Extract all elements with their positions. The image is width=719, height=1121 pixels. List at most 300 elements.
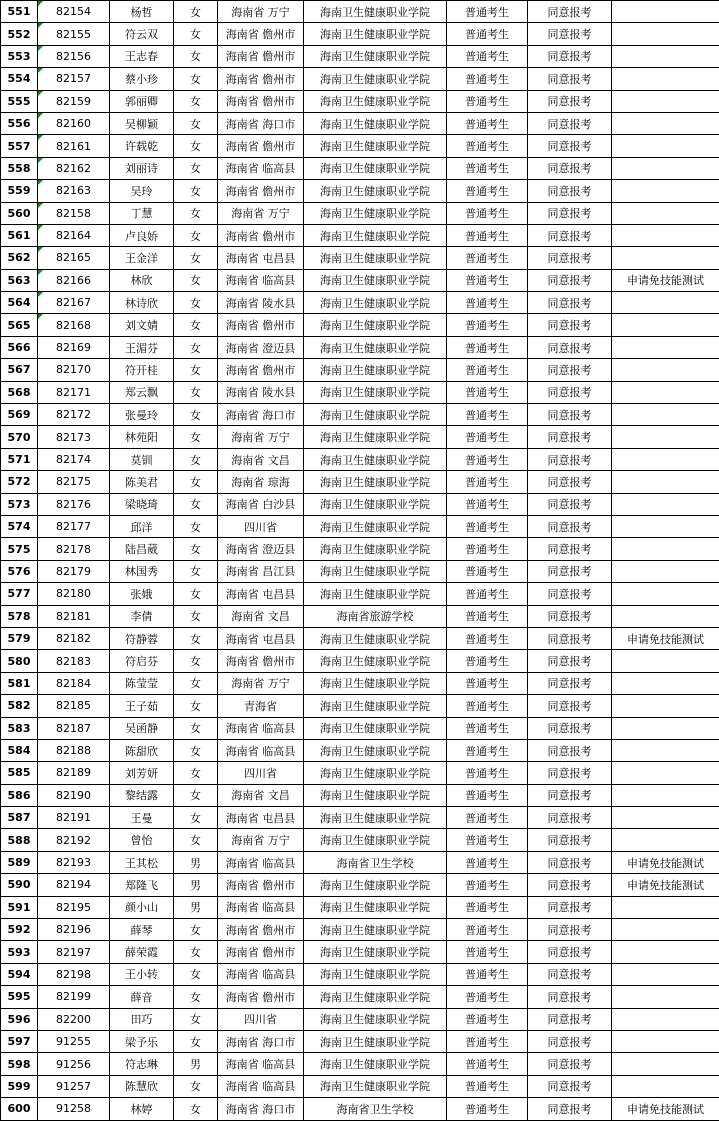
exam-id-cell: 82173: [38, 426, 110, 448]
school-name-cell: 海南卫生健康职业学院: [304, 627, 447, 649]
student-name-cell: 卢良娇: [110, 224, 174, 246]
gender-cell: 女: [174, 493, 218, 515]
school-name-cell: 海南卫生健康职业学院: [304, 45, 447, 67]
student-name-cell: 符静蓉: [110, 627, 174, 649]
gender-cell: 女: [174, 68, 218, 90]
origin-cell: 海南省 儋州市: [218, 45, 304, 67]
student-name-cell: 符启芬: [110, 650, 174, 672]
application-status-cell: 同意报考: [528, 739, 612, 761]
origin-cell: 海南省 临高县: [218, 1075, 304, 1097]
remark-cell: [612, 1075, 719, 1097]
application-status-cell: 同意报考: [528, 381, 612, 403]
application-status-cell: 同意报考: [528, 224, 612, 246]
candidate-type-cell: 普通考生: [447, 874, 528, 896]
student-name-cell: 吴柳颖: [110, 112, 174, 134]
remark-cell: [612, 23, 719, 45]
row-number-cell: 557: [1, 135, 38, 157]
gender-cell: 男: [174, 874, 218, 896]
row-number-cell: 594: [1, 963, 38, 985]
remark-cell: [612, 336, 719, 358]
school-name-cell: 海南卫生健康职业学院: [304, 269, 447, 291]
exam-id-cell: 82167: [38, 292, 110, 314]
origin-cell: 海南省 屯昌县: [218, 247, 304, 269]
student-name-cell: 陈莹莹: [110, 672, 174, 694]
remark-cell: [612, 426, 719, 448]
candidate-type-cell: 普通考生: [447, 292, 528, 314]
candidate-type-cell: 普通考生: [447, 919, 528, 941]
school-name-cell: 海南卫生健康职业学院: [304, 919, 447, 941]
gender-cell: 男: [174, 1053, 218, 1075]
remark-cell: [612, 538, 719, 560]
school-name-cell: 海南卫生健康职业学院: [304, 874, 447, 896]
table-row: [1, 404, 719, 426]
origin-cell: 海南省 儋州市: [218, 180, 304, 202]
school-name-cell: 海南卫生健康职业学院: [304, 695, 447, 717]
table-row: [1, 90, 719, 112]
origin-cell: 海南省 临高县: [218, 851, 304, 873]
student-name-cell: 刘文婧: [110, 314, 174, 336]
gender-cell: 女: [174, 157, 218, 179]
school-name-cell: 海南卫生健康职业学院: [304, 784, 447, 806]
student-name-cell: 薛荣霞: [110, 941, 174, 963]
exam-id-cell: 91255: [38, 1030, 110, 1052]
remark-cell: [612, 941, 719, 963]
table-row: [1, 426, 719, 448]
remark-cell: [612, 650, 719, 672]
origin-cell: 海南省 澄迈县: [218, 336, 304, 358]
gender-cell: 女: [174, 919, 218, 941]
exam-id-cell: 82184: [38, 672, 110, 694]
exam-id-cell: 82193: [38, 851, 110, 873]
table-row: [1, 471, 719, 493]
school-name-cell: 海南卫生健康职业学院: [304, 1008, 447, 1030]
table-row: [1, 112, 719, 134]
school-name-cell: 海南卫生健康职业学院: [304, 68, 447, 90]
origin-cell: 海南省 儋州市: [218, 359, 304, 381]
application-status-cell: 同意报考: [528, 672, 612, 694]
table-row: [1, 359, 719, 381]
origin-cell: 海南省 临高县: [218, 717, 304, 739]
row-number-cell: 570: [1, 426, 38, 448]
candidate-type-cell: 普通考生: [447, 1030, 528, 1052]
student-name-cell: 颜小山: [110, 896, 174, 918]
exam-id-cell: 82199: [38, 986, 110, 1008]
row-number-cell: 586: [1, 784, 38, 806]
school-name-cell: 海南卫生健康职业学院: [304, 224, 447, 246]
student-name-cell: 王小转: [110, 963, 174, 985]
exam-id-cell: 82178: [38, 538, 110, 560]
remark-cell: [612, 404, 719, 426]
table-row: [1, 515, 719, 537]
application-status-cell: 同意报考: [528, 269, 612, 291]
candidate-type-cell: 普通考生: [447, 314, 528, 336]
school-name-cell: 海南卫生健康职业学院: [304, 762, 447, 784]
student-name-cell: 张娥: [110, 583, 174, 605]
school-name-cell: 海南卫生健康职业学院: [304, 404, 447, 426]
candidate-type-cell: 普通考生: [447, 739, 528, 761]
row-number-cell: 577: [1, 583, 38, 605]
table-row: [1, 135, 719, 157]
remark-cell: [612, 381, 719, 403]
row-number-cell: 567: [1, 359, 38, 381]
origin-cell: 海南省 儋州市: [218, 650, 304, 672]
table-row: [1, 1030, 719, 1052]
student-name-cell: 王湄芬: [110, 336, 174, 358]
gender-cell: 女: [174, 695, 218, 717]
student-name-cell: 王子茹: [110, 695, 174, 717]
candidate-type-cell: 普通考生: [447, 963, 528, 985]
candidate-type-cell: 普通考生: [447, 135, 528, 157]
row-number-cell: 569: [1, 404, 38, 426]
origin-cell: 海南省 万宁: [218, 426, 304, 448]
school-name-cell: 海南卫生健康职业学院: [304, 986, 447, 1008]
origin-cell: 青海省: [218, 695, 304, 717]
remark-cell: [612, 202, 719, 224]
gender-cell: 女: [174, 583, 218, 605]
table-row: [1, 963, 719, 985]
table-row: [1, 762, 719, 784]
remark-cell: [612, 493, 719, 515]
table-row: [1, 829, 719, 851]
gender-cell: 女: [174, 314, 218, 336]
school-name-cell: 海南省旅游学校: [304, 605, 447, 627]
gender-cell: 女: [174, 247, 218, 269]
application-status-cell: 同意报考: [528, 1008, 612, 1030]
school-name-cell: 海南卫生健康职业学院: [304, 941, 447, 963]
school-name-cell: 海南卫生健康职业学院: [304, 583, 447, 605]
application-status-cell: 同意报考: [528, 1098, 612, 1120]
table-row: [1, 247, 719, 269]
row-number-cell: 555: [1, 90, 38, 112]
table-row: [1, 986, 719, 1008]
gender-cell: 女: [174, 336, 218, 358]
school-name-cell: 海南卫生健康职业学院: [304, 829, 447, 851]
candidate-type-cell: 普通考生: [447, 471, 528, 493]
remark-cell: 申请免技能测试: [612, 269, 719, 291]
origin-cell: 海南省 儋州市: [218, 941, 304, 963]
school-name-cell: 海南卫生健康职业学院: [304, 1053, 447, 1075]
student-name-cell: 林苑阳: [110, 426, 174, 448]
school-name-cell: 海南卫生健康职业学院: [304, 807, 447, 829]
row-number-cell: 579: [1, 627, 38, 649]
table-row: [1, 784, 719, 806]
gender-cell: 女: [174, 359, 218, 381]
student-name-cell: 莫钏: [110, 448, 174, 470]
table-row: [1, 336, 719, 358]
application-status-cell: 同意报考: [528, 23, 612, 45]
row-number-cell: 595: [1, 986, 38, 1008]
school-name-cell: 海南卫生健康职业学院: [304, 448, 447, 470]
application-status-cell: 同意报考: [528, 717, 612, 739]
school-name-cell: 海南卫生健康职业学院: [304, 157, 447, 179]
school-name-cell: 海南卫生健康职业学院: [304, 90, 447, 112]
candidate-type-cell: 普通考生: [447, 896, 528, 918]
table-row: [1, 448, 719, 470]
school-name-cell: 海南卫生健康职业学院: [304, 292, 447, 314]
school-name-cell: 海南卫生健康职业学院: [304, 963, 447, 985]
origin-cell: 海南省 儋州市: [218, 90, 304, 112]
gender-cell: 女: [174, 560, 218, 582]
gender-cell: 女: [174, 426, 218, 448]
application-status-cell: 同意报考: [528, 941, 612, 963]
exam-id-cell: 82183: [38, 650, 110, 672]
row-number-cell: 565: [1, 314, 38, 336]
origin-cell: 海南省 昌江县: [218, 560, 304, 582]
origin-cell: 海南省 临高县: [218, 157, 304, 179]
remark-cell: [612, 605, 719, 627]
student-name-cell: 王其松: [110, 851, 174, 873]
application-status-cell: 同意报考: [528, 583, 612, 605]
row-number-cell: 554: [1, 68, 38, 90]
row-number-cell: 578: [1, 605, 38, 627]
gender-cell: 女: [174, 515, 218, 537]
gender-cell: 女: [174, 672, 218, 694]
school-name-cell: 海南卫生健康职业学院: [304, 180, 447, 202]
origin-cell: 海南省 临高县: [218, 896, 304, 918]
table-row: [1, 157, 719, 179]
candidate-type-cell: 普通考生: [447, 1075, 528, 1097]
row-number-cell: 590: [1, 874, 38, 896]
school-name-cell: 海南卫生健康职业学院: [304, 560, 447, 582]
student-name-cell: 薛琴: [110, 919, 174, 941]
candidate-type-cell: 普通考生: [447, 829, 528, 851]
school-name-cell: 海南卫生健康职业学院: [304, 112, 447, 134]
gender-cell: 女: [174, 605, 218, 627]
gender-cell: 女: [174, 292, 218, 314]
remark-cell: 申请免技能测试: [612, 851, 719, 873]
remark-cell: [612, 292, 719, 314]
origin-cell: 海南省 陵水县: [218, 292, 304, 314]
origin-cell: 四川省: [218, 1008, 304, 1030]
gender-cell: 女: [174, 448, 218, 470]
exam-id-cell: 82192: [38, 829, 110, 851]
row-number-cell: 553: [1, 45, 38, 67]
row-number-cell: 561: [1, 224, 38, 246]
gender-cell: 女: [174, 784, 218, 806]
remark-cell: [612, 448, 719, 470]
application-status-cell: 同意报考: [528, 404, 612, 426]
remark-cell: [612, 135, 719, 157]
candidate-type-cell: 普通考生: [447, 650, 528, 672]
table-row: [1, 672, 719, 694]
row-number-cell: 588: [1, 829, 38, 851]
origin-cell: 海南省 海口市: [218, 404, 304, 426]
gender-cell: 女: [174, 224, 218, 246]
row-number-cell: 593: [1, 941, 38, 963]
remark-cell: [612, 919, 719, 941]
candidate-type-cell: 普通考生: [447, 941, 528, 963]
candidate-type-cell: 普通考生: [447, 538, 528, 560]
student-name-cell: 符开桂: [110, 359, 174, 381]
remark-cell: [612, 672, 719, 694]
remark-cell: 申请免技能测试: [612, 874, 719, 896]
remark-cell: [612, 45, 719, 67]
application-status-cell: 同意报考: [528, 896, 612, 918]
candidate-type-cell: 普通考生: [447, 68, 528, 90]
candidate-type-cell: 普通考生: [447, 1008, 528, 1030]
table-row: [1, 1075, 719, 1097]
student-name-cell: 曾怡: [110, 829, 174, 851]
student-name-cell: 陈美君: [110, 471, 174, 493]
student-name-cell: 张曼玲: [110, 404, 174, 426]
gender-cell: 女: [174, 269, 218, 291]
remark-cell: [612, 807, 719, 829]
table-row: [1, 560, 719, 582]
row-number-cell: 583: [1, 717, 38, 739]
table-row: [1, 583, 719, 605]
row-number-cell: 571: [1, 448, 38, 470]
exam-id-cell: 82190: [38, 784, 110, 806]
remark-cell: [612, 180, 719, 202]
gender-cell: 女: [174, 650, 218, 672]
school-name-cell: 海南卫生健康职业学院: [304, 359, 447, 381]
origin-cell: 海南省 万宁: [218, 829, 304, 851]
student-name-cell: 李倩: [110, 605, 174, 627]
gender-cell: 男: [174, 851, 218, 873]
row-number-cell: 559: [1, 180, 38, 202]
exam-id-cell: 82168: [38, 314, 110, 336]
student-name-cell: 蔡小珍: [110, 68, 174, 90]
exam-id-cell: 82162: [38, 157, 110, 179]
school-name-cell: 海南卫生健康职业学院: [304, 1075, 447, 1097]
remark-cell: [612, 896, 719, 918]
exam-id-cell: 82160: [38, 112, 110, 134]
exam-id-cell: 82159: [38, 90, 110, 112]
table-row: [1, 851, 719, 873]
row-number-cell: 563: [1, 269, 38, 291]
candidate-type-cell: 普通考生: [447, 381, 528, 403]
origin-cell: 海南省 文昌: [218, 448, 304, 470]
exam-id-cell: 82170: [38, 359, 110, 381]
candidate-type-cell: 普通考生: [447, 1098, 528, 1120]
origin-cell: 海南省 陵水县: [218, 381, 304, 403]
remark-cell: [612, 157, 719, 179]
row-number-cell: 552: [1, 23, 38, 45]
application-status-cell: 同意报考: [528, 605, 612, 627]
row-number-cell: 592: [1, 919, 38, 941]
candidate-type-cell: 普通考生: [447, 359, 528, 381]
student-name-cell: 梁予乐: [110, 1030, 174, 1052]
school-name-cell: 海南卫生健康职业学院: [304, 672, 447, 694]
table-row: [1, 23, 719, 45]
exam-id-cell: 82161: [38, 135, 110, 157]
row-number-cell: 599: [1, 1075, 38, 1097]
application-status-cell: 同意报考: [528, 247, 612, 269]
student-name-cell: 林婷: [110, 1098, 174, 1120]
school-name-cell: 海南卫生健康职业学院: [304, 336, 447, 358]
student-name-cell: 丁慧: [110, 202, 174, 224]
exam-id-cell: 82187: [38, 717, 110, 739]
school-name-cell: 海南卫生健康职业学院: [304, 23, 447, 45]
student-name-cell: 符志琳: [110, 1053, 174, 1075]
gender-cell: 女: [174, 1030, 218, 1052]
row-number-cell: 591: [1, 896, 38, 918]
candidate-type-cell: 普通考生: [447, 695, 528, 717]
application-status-cell: 同意报考: [528, 1075, 612, 1097]
school-name-cell: 海南卫生健康职业学院: [304, 471, 447, 493]
table-row: [1, 650, 719, 672]
exam-id-cell: 82158: [38, 202, 110, 224]
exam-id-cell: 82195: [38, 896, 110, 918]
origin-cell: 海南省 儋州市: [218, 224, 304, 246]
origin-cell: 海南省 琼海: [218, 471, 304, 493]
school-name-cell: 海南卫生健康职业学院: [304, 1030, 447, 1052]
school-name-cell: 海南卫生健康职业学院: [304, 1, 447, 23]
table-row: [1, 1, 719, 23]
table-row: [1, 1098, 719, 1120]
table-row: [1, 202, 719, 224]
student-name-cell: 刘芳妍: [110, 762, 174, 784]
student-name-cell: 许载乾: [110, 135, 174, 157]
candidate-type-cell: 普通考生: [447, 762, 528, 784]
gender-cell: 女: [174, 807, 218, 829]
student-name-cell: 田巧: [110, 1008, 174, 1030]
student-name-cell: 符云双: [110, 23, 174, 45]
row-number-cell: 576: [1, 560, 38, 582]
gender-cell: 女: [174, 941, 218, 963]
gender-cell: 女: [174, 1075, 218, 1097]
application-status-cell: 同意报考: [528, 695, 612, 717]
table-row: [1, 874, 719, 896]
candidate-type-cell: 普通考生: [447, 112, 528, 134]
school-name-cell: 海南卫生健康职业学院: [304, 739, 447, 761]
origin-cell: 海南省 万宁: [218, 202, 304, 224]
exam-id-cell: 82194: [38, 874, 110, 896]
gender-cell: 女: [174, 627, 218, 649]
application-status-cell: 同意报考: [528, 1, 612, 23]
gender-cell: 女: [174, 717, 218, 739]
student-name-cell: 薛音: [110, 986, 174, 1008]
origin-cell: 海南省 儋州市: [218, 68, 304, 90]
student-name-cell: 吴函静: [110, 717, 174, 739]
origin-cell: 海南省 海口市: [218, 1098, 304, 1120]
application-status-cell: 同意报考: [528, 448, 612, 470]
table-row: [1, 695, 719, 717]
exam-id-cell: 82188: [38, 739, 110, 761]
application-status-cell: 同意报考: [528, 292, 612, 314]
row-number-cell: 560: [1, 202, 38, 224]
row-number-cell: 551: [1, 1, 38, 23]
origin-cell: 海南省 海口市: [218, 112, 304, 134]
school-name-cell: 海南卫生健康职业学院: [304, 314, 447, 336]
origin-cell: 海南省 文昌: [218, 605, 304, 627]
row-number-cell: 562: [1, 247, 38, 269]
remark-cell: [612, 784, 719, 806]
remark-cell: [612, 762, 719, 784]
student-name-cell: 郑云飘: [110, 381, 174, 403]
candidate-type-cell: 普通考生: [447, 560, 528, 582]
student-name-cell: 陈甜欣: [110, 739, 174, 761]
table-row: [1, 292, 719, 314]
remark-cell: [612, 829, 719, 851]
candidate-type-cell: 普通考生: [447, 807, 528, 829]
candidate-type-cell: 普通考生: [447, 784, 528, 806]
gender-cell: 女: [174, 180, 218, 202]
row-number-cell: 564: [1, 292, 38, 314]
exam-id-cell: 82171: [38, 381, 110, 403]
origin-cell: 海南省 文昌: [218, 784, 304, 806]
exam-id-cell: 82196: [38, 919, 110, 941]
school-name-cell: 海南卫生健康职业学院: [304, 381, 447, 403]
school-name-cell: 海南卫生健康职业学院: [304, 426, 447, 448]
table-row: [1, 381, 719, 403]
student-name-cell: 刘丽诗: [110, 157, 174, 179]
row-number-cell: 556: [1, 112, 38, 134]
table-row: [1, 538, 719, 560]
application-status-cell: 同意报考: [528, 112, 612, 134]
student-name-cell: 郭丽卿: [110, 90, 174, 112]
school-name-cell: 海南卫生健康职业学院: [304, 493, 447, 515]
